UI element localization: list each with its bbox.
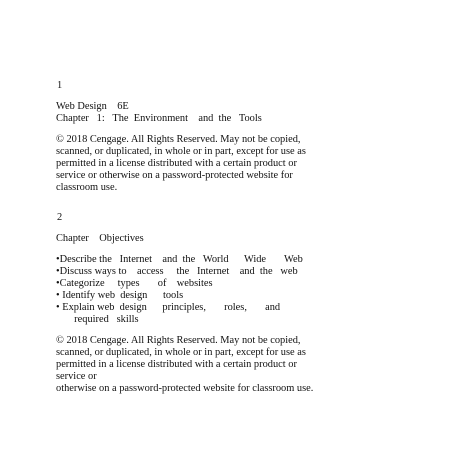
copyright-line: scanned, or duplicated, in whole or in part, except for use as bbox=[56, 146, 306, 157]
copyright-line: classroom use. bbox=[56, 182, 118, 193]
objective-item: •Discuss ways to access the Internet and the web bbox=[56, 266, 298, 277]
objective-item: •Describe the Internet and the World Wide Web bbox=[56, 254, 303, 265]
slide-number: 1 bbox=[57, 80, 63, 91]
objective-item: • Explain web design principles, roles, and bbox=[56, 302, 281, 313]
copyright-line: © 2018 Cengage. All Rights Reserved. May not be copied, bbox=[56, 335, 301, 346]
copyright-line: scanned, or duplicated, in whole or in part, except for use as bbox=[56, 347, 306, 358]
copyright-line: permitted in a license distributed with a certain product or bbox=[56, 158, 297, 169]
copyright-line: service or otherwise on a password-protected website for bbox=[56, 170, 293, 181]
course-title: Web Design 6E bbox=[56, 101, 129, 112]
section-heading: Chapter Objectives bbox=[56, 233, 144, 244]
objective-item: •Categorize types of websites bbox=[56, 278, 213, 289]
copyright-line: permitted in a license distributed with a certain product or bbox=[56, 359, 297, 370]
copyright-line: otherwise on a password-protected website for classroom use. bbox=[56, 383, 314, 394]
copyright-line: service or bbox=[56, 371, 97, 382]
objective-item-continuation: required skills bbox=[56, 314, 139, 325]
chapter-title: Chapter 1: The Environment and the Tools bbox=[56, 113, 262, 124]
copyright-line: © 2018 Cengage. All Rights Reserved. May not be copied, bbox=[56, 134, 301, 145]
slide-number: 2 bbox=[57, 212, 63, 223]
objective-item: • Identify web design tools bbox=[56, 290, 184, 301]
